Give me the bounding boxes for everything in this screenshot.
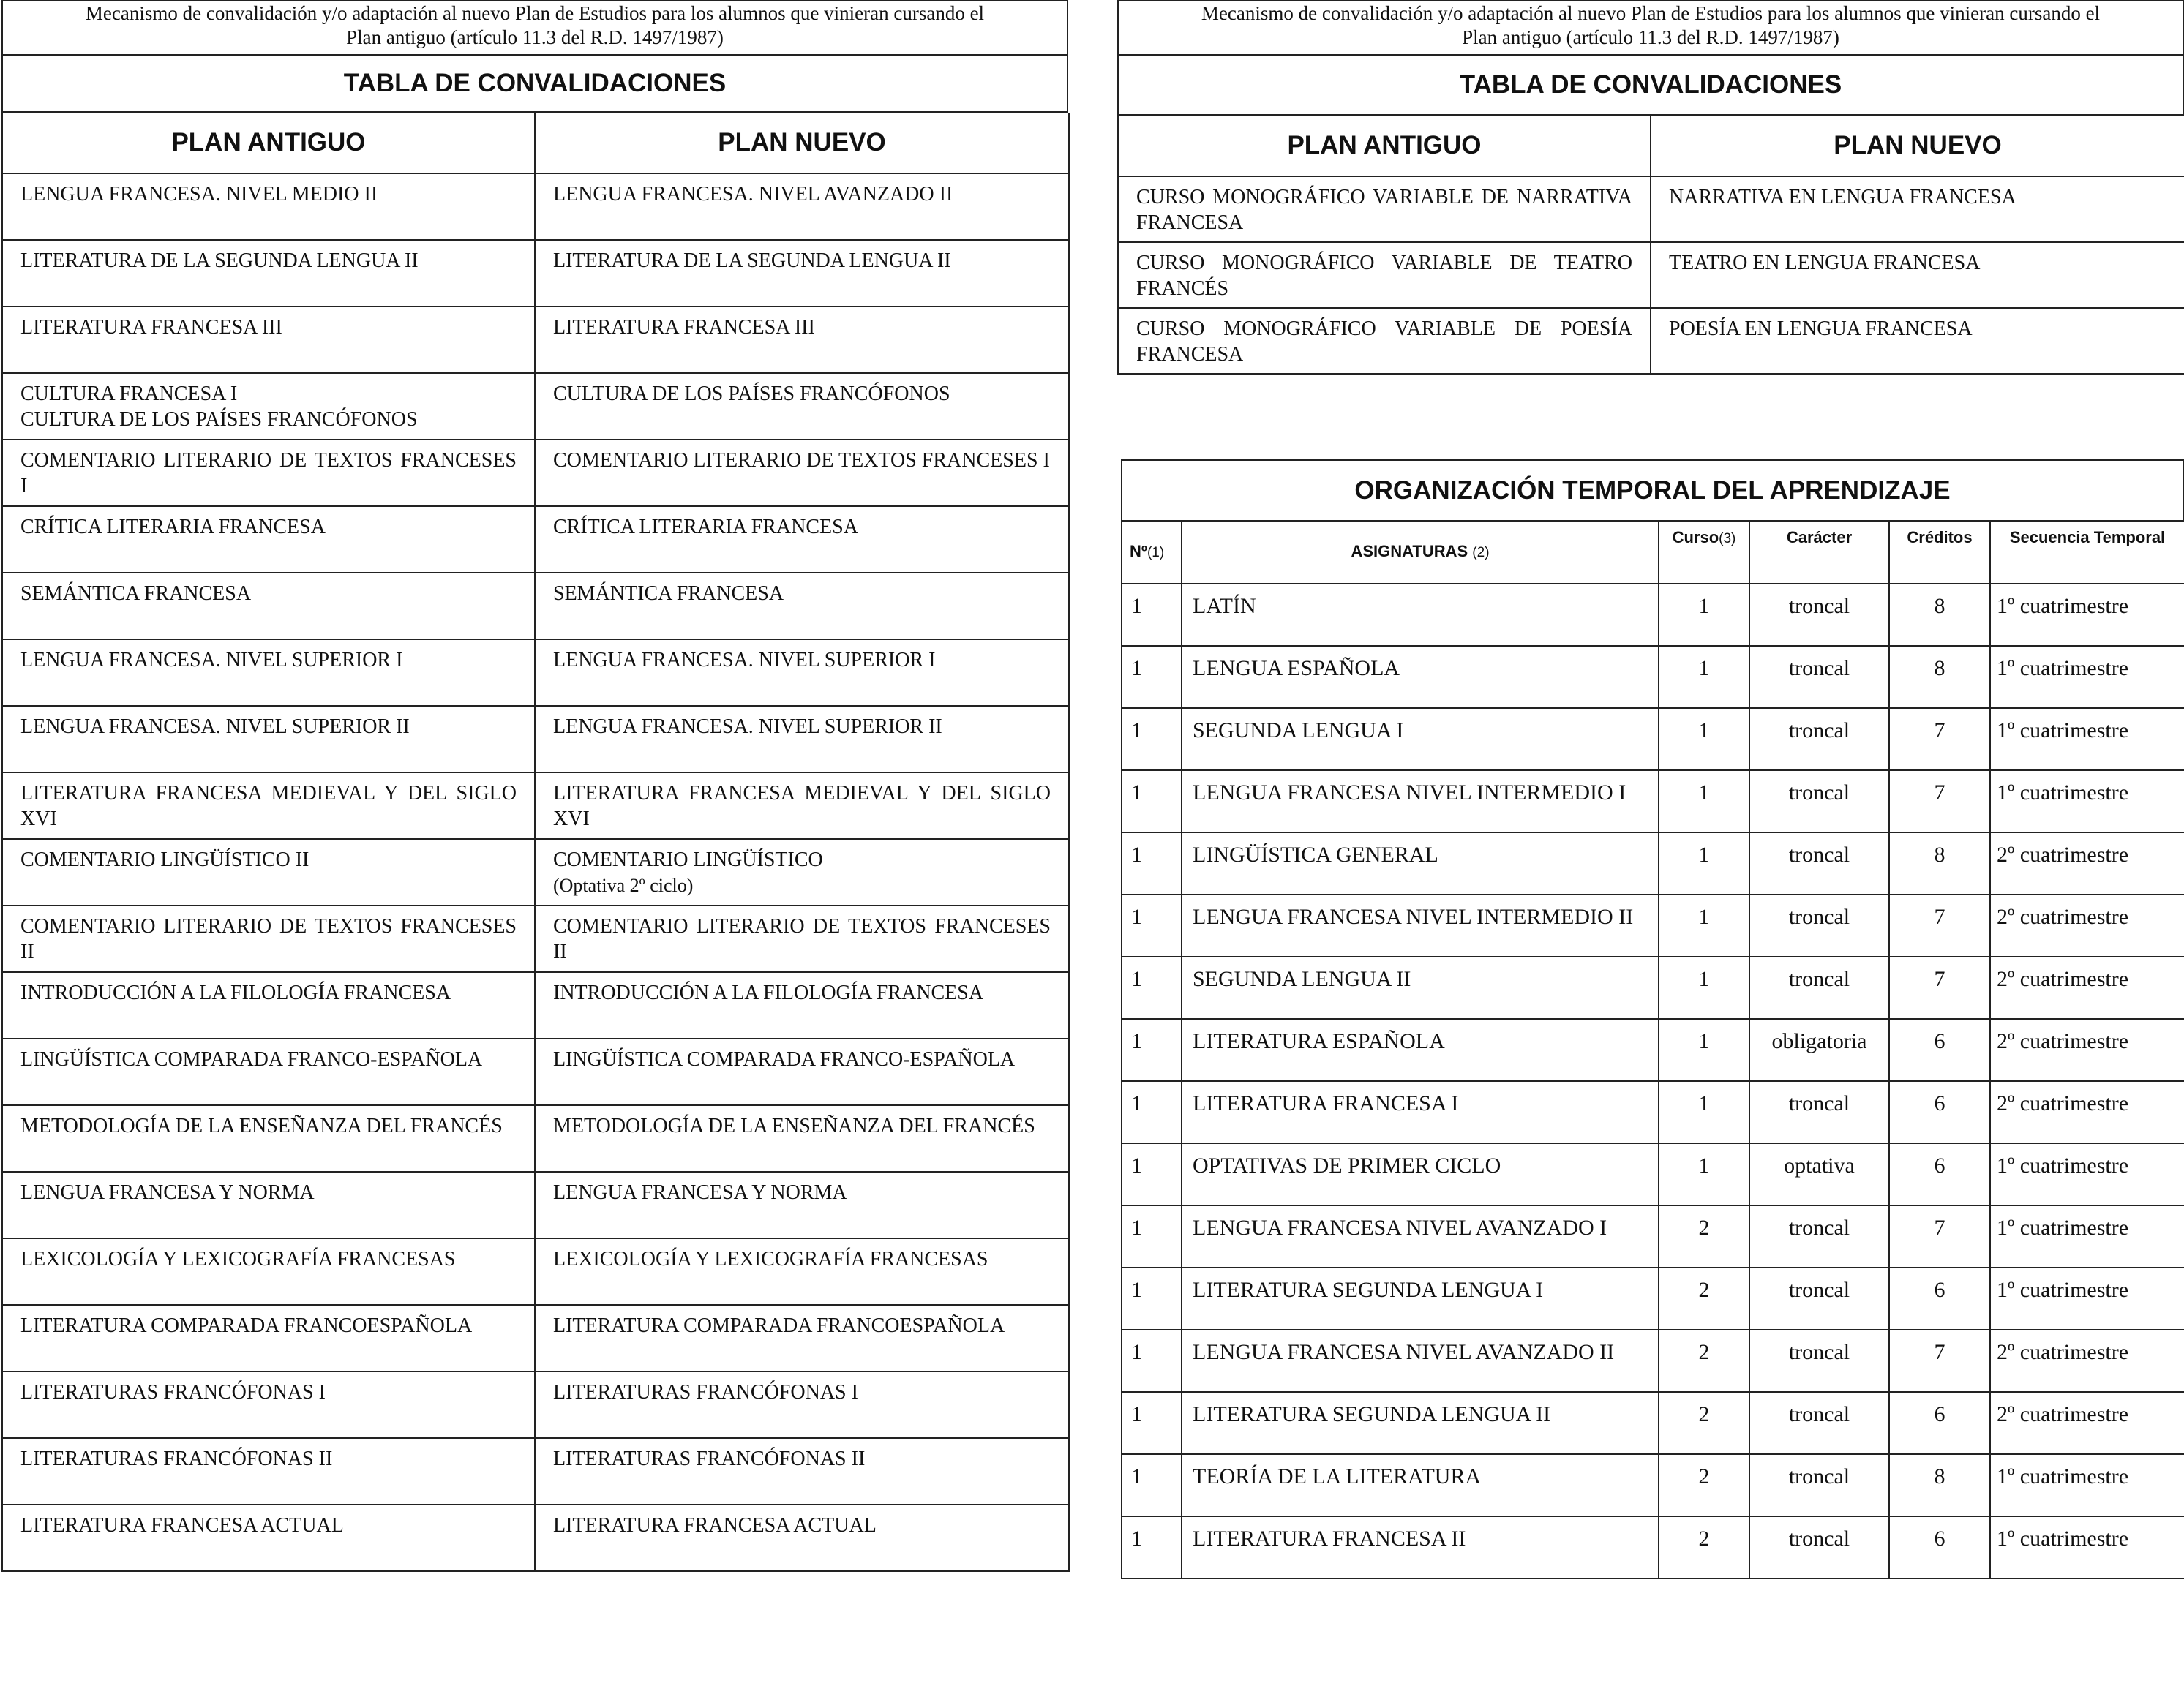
plan-nuevo-cell xyxy=(535,173,1069,240)
plan-nuevo-text: INTRODUCCIÓN A LA FILOLOGÍA FRANCESA xyxy=(553,982,984,1004)
org-cell-curso: 2 xyxy=(1659,1454,1749,1516)
plan-antiguo-text: COMENTARIO LINGÜÍSTICO II xyxy=(20,848,309,871)
org-cell-curso: 1 xyxy=(1659,646,1749,708)
org-cell-asignatura: LENGUA FRANCESA NIVEL AVANZADO II xyxy=(1182,1330,1659,1392)
org-cell-secuencia: 2º cuatrimestre xyxy=(1990,1330,2184,1392)
org-cell-asignatura: LENGUA FRANCESA NIVEL INTERMEDIO I xyxy=(1182,770,1659,832)
org-cell-curso: 1 xyxy=(1659,770,1749,832)
org-cell-curso: 1 xyxy=(1659,895,1749,957)
org-col-asignaturas xyxy=(1182,521,1659,584)
org-cell-nr: 1 xyxy=(1122,1454,1182,1516)
plan-nuevo-text-2: (Optativa 2º ciclo) xyxy=(553,875,694,896)
left-convalidation-table xyxy=(1,113,1070,1572)
plan-antiguo-text: LITERATURA COMPARADA FRANCOESPAÑOLA xyxy=(20,1314,473,1337)
org-cell-secuencia: 2º cuatrimestre xyxy=(1990,895,2184,957)
org-cell-creditos: 8 xyxy=(1889,1454,1990,1516)
org-cell-caracter: troncal xyxy=(1749,584,1889,646)
plan-antiguo-cell xyxy=(2,1105,535,1172)
org-row xyxy=(1122,1205,2184,1268)
plan-nuevo-text: LENGUA FRANCESA Y NORMA xyxy=(553,1181,847,1204)
plan-nuevo-text: NARRATIVA EN LENGUA FRANCESA xyxy=(1669,186,2016,208)
org-cell-creditos: 6 xyxy=(1889,1392,1990,1454)
plan-nuevo-cell xyxy=(535,373,1069,440)
plan-nuevo-text: LITERATURA DE LA SEGUNDA LENGUA II xyxy=(553,249,951,272)
org-cell-asignatura: LINGÜÍSTICA GENERAL xyxy=(1182,832,1659,895)
plan-antiguo-text: LENGUA FRANCESA. NIVEL MEDIO II xyxy=(20,183,378,206)
org-cell-creditos: 7 xyxy=(1889,895,1990,957)
org-cell-creditos: 6 xyxy=(1889,1143,1990,1205)
plan-antiguo-cell xyxy=(1118,308,1651,374)
org-row xyxy=(1122,1019,2184,1081)
table-row xyxy=(2,506,1069,573)
plan-antiguo-text: LITERATURA FRANCESA III xyxy=(20,316,282,339)
org-cell-curso: 1 xyxy=(1659,1143,1749,1205)
org-cell-curso: 2 xyxy=(1659,1268,1749,1330)
org-cell-caracter: troncal xyxy=(1749,1205,1889,1268)
plan-nuevo-cell xyxy=(535,1505,1069,1571)
plan-nuevo-cell xyxy=(535,1371,1069,1438)
table-row xyxy=(2,573,1069,639)
plan-antiguo-cell xyxy=(2,1438,535,1505)
org-row xyxy=(1122,770,2184,832)
plan-nuevo-cell xyxy=(535,1305,1069,1371)
org-cell-nr: 1 xyxy=(1122,646,1182,708)
plan-nuevo-cell xyxy=(535,772,1069,839)
org-cell-asignatura: SEGUNDA LENGUA II xyxy=(1182,957,1659,1019)
plan-antiguo-text: CRÍTICA LITERARIA FRANCESA xyxy=(20,516,326,538)
left-title-text: TABLA DE CONVALIDACIONES xyxy=(343,69,727,97)
left-col-old: PLAN ANTIGUO xyxy=(2,113,535,173)
org-cell-caracter: troncal xyxy=(1749,1330,1889,1392)
plan-nuevo-cell xyxy=(535,1039,1069,1105)
org-col-nr-note: (1) xyxy=(1147,545,1165,560)
right-page-top xyxy=(1117,0,2184,375)
plan-antiguo-cell xyxy=(2,772,535,839)
org-row xyxy=(1122,646,2184,708)
org-cell-secuencia: 1º cuatrimestre xyxy=(1990,1516,2184,1578)
plan-nuevo-text: LEXICOLOGÍA Y LEXICOGRAFÍA FRANCESAS xyxy=(553,1248,988,1271)
org-cell-caracter: troncal xyxy=(1749,895,1889,957)
table-row xyxy=(2,1172,1069,1238)
org-cell-nr: 1 xyxy=(1122,1330,1182,1392)
org-row xyxy=(1122,1392,2184,1454)
org-row xyxy=(1122,832,2184,895)
plan-nuevo-cell xyxy=(1651,308,2184,374)
plan-antiguo-text: LITERATURAS FRANCÓFONAS II xyxy=(20,1448,333,1470)
org-cell-creditos: 6 xyxy=(1889,1516,1990,1578)
plan-antiguo-cell xyxy=(2,1238,535,1305)
plan-nuevo-text: POESÍA EN LENGUA FRANCESA xyxy=(1669,317,1973,340)
plan-nuevo-text: LITERATURA FRANCESA MEDIEVAL Y DEL SIGLO XVI xyxy=(553,782,1051,830)
right-caption xyxy=(1117,0,2184,54)
plan-antiguo-cell xyxy=(2,706,535,772)
table-row xyxy=(2,1438,1069,1505)
plan-antiguo-text: INTRODUCCIÓN A LA FILOLOGÍA FRANCESA xyxy=(20,982,451,1004)
left-header-row xyxy=(2,113,1069,173)
org-col-secuencia: Secuencia Temporal xyxy=(1990,521,2184,584)
org-cell-creditos: 6 xyxy=(1889,1268,1990,1330)
org-col-asig-label: ASIGNATURAS xyxy=(1351,542,1468,560)
org-cell-asignatura: LITERATURA SEGUNDA LENGUA I xyxy=(1182,1268,1659,1330)
plan-nuevo-text: TEATRO EN LENGUA FRANCESA xyxy=(1669,252,1981,274)
right-col-old: PLAN ANTIGUO xyxy=(1118,116,1651,176)
org-cell-nr: 1 xyxy=(1122,708,1182,770)
org-cell-asignatura: TEORÍA DE LA LITERATURA xyxy=(1182,1454,1659,1516)
org-cell-nr: 1 xyxy=(1122,1268,1182,1330)
plan-antiguo-cell xyxy=(2,440,535,506)
table-row xyxy=(2,839,1069,906)
plan-antiguo-cell xyxy=(2,173,535,240)
org-cell-nr: 1 xyxy=(1122,1516,1182,1578)
org-row xyxy=(1122,584,2184,646)
plan-nuevo-text: COMENTARIO LITERARIO DE TEXTOS FRANCESES II xyxy=(553,915,1051,963)
plan-nuevo-text: LITERATURA FRANCESA ACTUAL xyxy=(553,1514,877,1537)
organization-table xyxy=(1121,520,2184,1579)
org-cell-secuencia: 1º cuatrimestre xyxy=(1990,1143,2184,1205)
plan-antiguo-text: LINGÜÍSTICA COMPARADA FRANCO-ESPAÑOLA xyxy=(20,1048,483,1071)
org-cell-caracter: troncal xyxy=(1749,832,1889,895)
org-cell-curso: 2 xyxy=(1659,1330,1749,1392)
plan-nuevo-cell xyxy=(535,706,1069,772)
table-row xyxy=(2,639,1069,706)
table-row xyxy=(2,306,1069,373)
plan-antiguo-cell xyxy=(2,240,535,306)
left-caption xyxy=(1,0,1068,54)
plan-antiguo-cell xyxy=(2,1305,535,1371)
org-cell-secuencia: 1º cuatrimestre xyxy=(1990,1454,2184,1516)
plan-antiguo-text: COMENTARIO LITERARIO DE TEXTOS FRANCESES I xyxy=(20,449,517,497)
org-cell-nr: 1 xyxy=(1122,895,1182,957)
org-col-creditos: Créditos xyxy=(1889,521,1990,584)
table-row xyxy=(2,1305,1069,1371)
plan-antiguo-cell xyxy=(2,972,535,1039)
org-cell-caracter: troncal xyxy=(1749,957,1889,1019)
table-row xyxy=(2,1105,1069,1172)
plan-nuevo-cell xyxy=(535,440,1069,506)
org-cell-creditos: 6 xyxy=(1889,1019,1990,1081)
org-col-nr xyxy=(1122,521,1182,584)
plan-nuevo-cell xyxy=(535,1172,1069,1238)
org-cell-secuencia: 1º cuatrimestre xyxy=(1990,1268,2184,1330)
org-cell-secuencia: 2º cuatrimestre xyxy=(1990,1019,2184,1081)
org-row xyxy=(1122,895,2184,957)
org-cell-creditos: 8 xyxy=(1889,584,1990,646)
org-cell-secuencia: 1º cuatrimestre xyxy=(1990,770,2184,832)
org-cell-asignatura: LENGUA FRANCESA NIVEL INTERMEDIO II xyxy=(1182,895,1659,957)
plan-nuevo-text: SEMÁNTICA FRANCESA xyxy=(553,582,784,605)
org-row xyxy=(1122,708,2184,770)
org-row xyxy=(1122,1454,2184,1516)
plan-nuevo-cell xyxy=(535,573,1069,639)
org-col-curso-note: (3) xyxy=(1719,531,1736,546)
right-header-row xyxy=(1118,116,2184,176)
org-row xyxy=(1122,1081,2184,1143)
plan-antiguo-cell xyxy=(2,639,535,706)
plan-antiguo-cell xyxy=(2,306,535,373)
org-cell-secuencia: 1º cuatrimestre xyxy=(1990,708,2184,770)
plan-nuevo-text: LINGÜÍSTICA COMPARADA FRANCO-ESPAÑOLA xyxy=(553,1048,1016,1071)
org-cell-curso: 1 xyxy=(1659,584,1749,646)
org-cell-caracter: troncal xyxy=(1749,770,1889,832)
plan-nuevo-text: LITERATURA FRANCESA III xyxy=(553,316,815,339)
plan-nuevo-text: LITERATURA COMPARADA FRANCOESPAÑOLA xyxy=(553,1314,1005,1337)
table-row xyxy=(2,906,1069,972)
org-cell-creditos: 7 xyxy=(1889,957,1990,1019)
org-cell-asignatura: LITERATURA FRANCESA I xyxy=(1182,1081,1659,1143)
right-col-new: PLAN NUEVO xyxy=(1651,116,2184,176)
org-title-text: ORGANIZACIÓN TEMPORAL DEL APRENDIZAJE xyxy=(1354,475,1951,505)
organization-section xyxy=(1121,459,2184,1579)
org-cell-nr: 1 xyxy=(1122,1143,1182,1205)
table-row xyxy=(2,1371,1069,1438)
plan-antiguo-cell xyxy=(2,373,535,440)
org-cell-asignatura: LITERATURA ESPAÑOLA xyxy=(1182,1019,1659,1081)
right-title-text: TABLA DE CONVALIDACIONES xyxy=(1459,70,1842,99)
plan-antiguo-cell xyxy=(2,1371,535,1438)
plan-nuevo-text: METODOLOGÍA DE LA ENSEÑANZA DEL FRANCÉS xyxy=(553,1115,1035,1137)
table-row xyxy=(2,706,1069,772)
org-cell-creditos: 6 xyxy=(1889,1081,1990,1143)
org-cell-secuencia: 2º cuatrimestre xyxy=(1990,1392,2184,1454)
org-cell-curso: 2 xyxy=(1659,1205,1749,1268)
plan-antiguo-text: SEMÁNTICA FRANCESA xyxy=(20,582,252,605)
org-cell-secuencia: 2º cuatrimestre xyxy=(1990,1081,2184,1143)
org-cell-caracter: optativa xyxy=(1749,1143,1889,1205)
table-row xyxy=(2,772,1069,839)
left-table-title xyxy=(1,54,1068,113)
org-cell-secuencia: 1º cuatrimestre xyxy=(1990,646,2184,708)
plan-antiguo-text: LENGUA FRANCESA. NIVEL SUPERIOR I xyxy=(20,649,403,671)
org-col-nr-label: Nº xyxy=(1130,542,1147,560)
plan-antiguo-text: LITERATURA DE LA SEGUNDA LENGUA II xyxy=(20,249,419,272)
plan-nuevo-text: COMENTARIO LINGÜÍSTICO xyxy=(553,848,823,871)
org-cell-nr: 1 xyxy=(1122,832,1182,895)
plan-nuevo-cell xyxy=(535,240,1069,306)
table-row xyxy=(2,1238,1069,1305)
org-cell-caracter: troncal xyxy=(1749,1268,1889,1330)
org-col-caracter: Carácter xyxy=(1749,521,1889,584)
org-cell-caracter: obligatoria xyxy=(1749,1019,1889,1081)
org-col-curso-label: Curso xyxy=(1672,528,1719,546)
org-cell-nr: 1 xyxy=(1122,1205,1182,1268)
table-row xyxy=(2,972,1069,1039)
table-row xyxy=(2,173,1069,240)
org-cell-curso: 1 xyxy=(1659,1019,1749,1081)
org-cell-creditos: 8 xyxy=(1889,646,1990,708)
plan-nuevo-text: CRÍTICA LITERARIA FRANCESA xyxy=(553,516,858,538)
org-cell-caracter: troncal xyxy=(1749,646,1889,708)
plan-nuevo-cell xyxy=(535,906,1069,972)
org-cell-creditos: 7 xyxy=(1889,770,1990,832)
plan-antiguo-text: LITERATURAS FRANCÓFONAS I xyxy=(20,1381,326,1404)
plan-antiguo-cell xyxy=(2,573,535,639)
org-col-asig-note: (2) xyxy=(1472,545,1490,560)
org-cell-creditos: 7 xyxy=(1889,1330,1990,1392)
plan-antiguo-cell xyxy=(1118,242,1651,308)
plan-nuevo-text: LENGUA FRANCESA. NIVEL SUPERIOR II xyxy=(553,715,942,738)
org-row xyxy=(1122,1268,2184,1330)
org-cell-curso: 2 xyxy=(1659,1392,1749,1454)
org-cell-secuencia: 2º cuatrimestre xyxy=(1990,957,2184,1019)
org-cell-curso: 1 xyxy=(1659,832,1749,895)
org-cell-asignatura: LATÍN xyxy=(1182,584,1659,646)
org-row xyxy=(1122,1330,2184,1392)
org-cell-curso: 1 xyxy=(1659,957,1749,1019)
org-title xyxy=(1121,459,2184,520)
plan-antiguo-text: LEXICOLOGÍA Y LEXICOGRAFÍA FRANCESAS xyxy=(20,1248,456,1271)
plan-nuevo-text: CULTURA DE LOS PAÍSES FRANCÓFONOS xyxy=(553,383,950,405)
org-row xyxy=(1122,1516,2184,1578)
org-cell-nr: 1 xyxy=(1122,770,1182,832)
org-cell-nr: 1 xyxy=(1122,957,1182,1019)
org-cell-curso: 2 xyxy=(1659,1516,1749,1578)
plan-antiguo-cell xyxy=(2,1505,535,1571)
right-caption-line2: Plan antiguo (artículo 11.3 del R.D. 1497/1987) xyxy=(1462,26,1839,48)
plan-antiguo-text: CURSO MONOGRÁFICO VARIABLE DE POESÍA FRANCESA xyxy=(1136,317,1632,366)
plan-nuevo-cell xyxy=(535,1105,1069,1172)
org-cell-creditos: 7 xyxy=(1889,708,1990,770)
org-cell-caracter: troncal xyxy=(1749,1392,1889,1454)
plan-nuevo-cell xyxy=(535,506,1069,573)
plan-antiguo-text: CURSO MONOGRÁFICO VARIABLE DE NARRATIVA FRANCESA xyxy=(1136,186,1632,234)
table-row xyxy=(1118,176,2184,242)
plan-nuevo-cell xyxy=(535,639,1069,706)
plan-antiguo-cell xyxy=(2,839,535,906)
plan-antiguo-cell xyxy=(2,1172,535,1238)
org-cell-creditos: 7 xyxy=(1889,1205,1990,1268)
org-cell-nr: 1 xyxy=(1122,1081,1182,1143)
plan-antiguo-cell xyxy=(1118,176,1651,242)
table-row xyxy=(2,1505,1069,1571)
plan-antiguo-text: LENGUA FRANCESA Y NORMA xyxy=(20,1181,315,1204)
org-cell-nr: 1 xyxy=(1122,1392,1182,1454)
plan-nuevo-text: LITERATURAS FRANCÓFONAS I xyxy=(553,1381,858,1404)
left-caption-line2: Plan antiguo (artículo 11.3 del R.D. 1497/1987) xyxy=(346,26,724,48)
plan-antiguo-text: METODOLOGÍA DE LA ENSEÑANZA DEL FRANCÉS xyxy=(20,1115,503,1137)
org-cell-secuencia: 1º cuatrimestre xyxy=(1990,584,2184,646)
org-cell-asignatura: LENGUA FRANCESA NIVEL AVANZADO I xyxy=(1182,1205,1659,1268)
org-row xyxy=(1122,1143,2184,1205)
org-cell-secuencia: 2º cuatrimestre xyxy=(1990,832,2184,895)
left-col-new: PLAN NUEVO xyxy=(535,113,1069,173)
org-cell-secuencia: 1º cuatrimestre xyxy=(1990,1205,2184,1268)
plan-nuevo-cell xyxy=(1651,176,2184,242)
org-cell-nr: 1 xyxy=(1122,584,1182,646)
org-col-curso xyxy=(1659,521,1749,584)
right-table-title xyxy=(1117,54,2184,116)
plan-antiguo-cell xyxy=(2,906,535,972)
org-cell-asignatura: LITERATURA SEGUNDA LENGUA II xyxy=(1182,1392,1659,1454)
plan-nuevo-cell xyxy=(535,1438,1069,1505)
plan-nuevo-text: LENGUA FRANCESA. NIVEL AVANZADO II xyxy=(553,183,953,206)
plan-antiguo-text: LITERATURA FRANCESA MEDIEVAL Y DEL SIGLO XVI xyxy=(20,782,517,830)
plan-nuevo-text: COMENTARIO LITERARIO DE TEXTOS FRANCESES I xyxy=(553,449,1050,472)
table-row xyxy=(1118,308,2184,374)
plan-nuevo-text: LENGUA FRANCESA. NIVEL SUPERIOR I xyxy=(553,649,936,671)
plan-antiguo-cell xyxy=(2,1039,535,1105)
left-page xyxy=(1,0,1068,1572)
table-row xyxy=(2,240,1069,306)
org-cell-caracter: troncal xyxy=(1749,708,1889,770)
plan-antiguo-text: COMENTARIO LITERARIO DE TEXTOS FRANCESES II xyxy=(20,915,517,963)
right-caption-line1: Mecanismo de convalidación y/o adaptación al nuevo Plan de Estudios para los alumnos que vinieran cursando el xyxy=(1201,2,2101,24)
org-row xyxy=(1122,957,2184,1019)
org-cell-curso: 1 xyxy=(1659,1081,1749,1143)
plan-antiguo-cell xyxy=(2,506,535,573)
plan-antiguo-text: CULTURA FRANCESA I xyxy=(20,383,238,405)
plan-antiguo-text: CURSO MONOGRÁFICO VARIABLE DE TEATRO FRANCÉS xyxy=(1136,252,1632,300)
plan-nuevo-cell xyxy=(535,839,1069,906)
plan-nuevo-cell xyxy=(535,972,1069,1039)
table-row xyxy=(1118,242,2184,308)
plan-antiguo-text: LENGUA FRANCESA. NIVEL SUPERIOR II xyxy=(20,715,410,738)
plan-antiguo-text: LITERATURA FRANCESA ACTUAL xyxy=(20,1514,344,1537)
org-cell-asignatura: OPTATIVAS DE PRIMER CICLO xyxy=(1182,1143,1659,1205)
org-cell-caracter: troncal xyxy=(1749,1516,1889,1578)
org-cell-caracter: troncal xyxy=(1749,1454,1889,1516)
table-row xyxy=(2,440,1069,506)
plan-nuevo-cell xyxy=(535,306,1069,373)
right-convalidation-table xyxy=(1117,116,2184,375)
org-header-row xyxy=(1122,521,2184,584)
org-cell-caracter: troncal xyxy=(1749,1081,1889,1143)
table-row xyxy=(2,373,1069,440)
plan-nuevo-text: LITERATURAS FRANCÓFONAS II xyxy=(553,1448,866,1470)
left-caption-line1: Mecanismo de convalidación y/o adaptación al nuevo Plan de Estudios para los alumnos que vinieran cursando el xyxy=(85,2,985,24)
org-cell-asignatura: LITERATURA FRANCESA II xyxy=(1182,1516,1659,1578)
org-cell-creditos: 8 xyxy=(1889,832,1990,895)
plan-nuevo-cell xyxy=(535,1238,1069,1305)
org-cell-asignatura: LENGUA ESPAÑOLA xyxy=(1182,646,1659,708)
org-cell-asignatura: SEGUNDA LENGUA I xyxy=(1182,708,1659,770)
org-cell-curso: 1 xyxy=(1659,708,1749,770)
plan-antiguo-text-2: CULTURA DE LOS PAÍSES FRANCÓFONOS xyxy=(20,408,418,431)
plan-nuevo-cell xyxy=(1651,242,2184,308)
org-cell-nr: 1 xyxy=(1122,1019,1182,1081)
table-row xyxy=(2,1039,1069,1105)
